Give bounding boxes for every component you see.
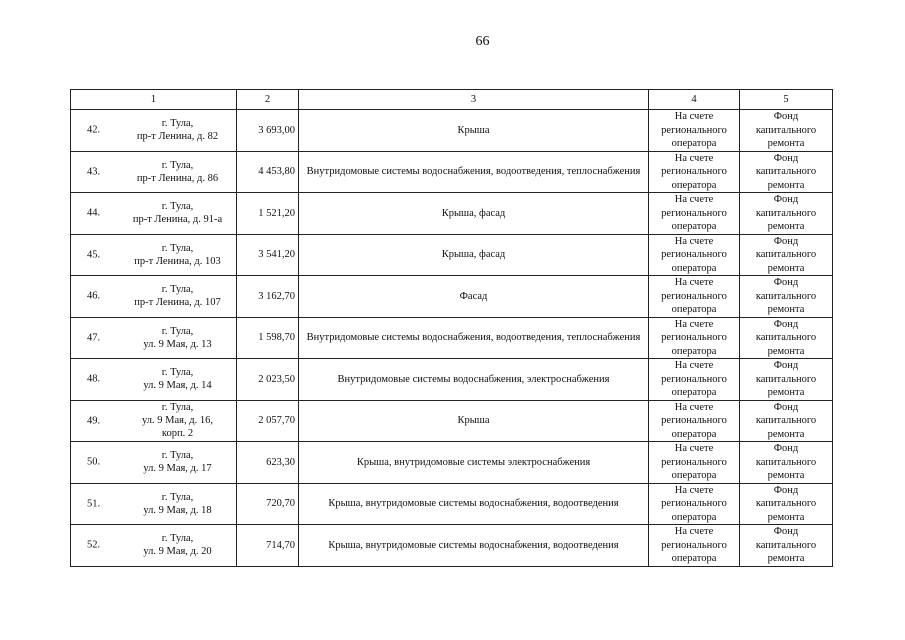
works-cell: Крыша, внутридомовые системы водоснабжения, водоотведения <box>299 483 649 525</box>
fund-line: Фонд <box>773 152 799 164</box>
works-cell: Крыша <box>299 400 649 442</box>
fund-line: Фонд <box>773 277 799 288</box>
area-cell: 623,30 <box>237 442 299 484</box>
address-line: г. Тула, <box>161 159 194 171</box>
address-cell <box>71 483 237 525</box>
fund-line: капитального <box>755 207 817 219</box>
area-cell: 3 693,00 <box>237 110 299 152</box>
fund-cell <box>740 317 833 359</box>
account-cell <box>649 442 740 484</box>
works-cell: Внутридомовые системы водоснабжения, водоотведения, теплоснабжения <box>299 151 649 193</box>
address-line: г. Тула, <box>161 367 194 379</box>
fund-line: ремонта <box>767 428 805 440</box>
account-line: На счете <box>674 111 714 122</box>
account-cell <box>649 151 740 193</box>
works-cell: Крыша, внутридомовые системы водоснабжения, водоотведения <box>299 525 649 567</box>
account-line: регионального <box>661 290 727 302</box>
table-row <box>71 276 833 318</box>
row-number: 51. <box>87 498 101 510</box>
row-number: 45. <box>87 249 101 261</box>
works-cell: Внутридомовые системы водоснабжения, электроснабжения <box>299 359 649 401</box>
account-line: регионального <box>661 539 727 551</box>
table-row <box>71 151 833 193</box>
account-line: оператора <box>671 345 717 357</box>
account-line: регионального <box>661 373 727 385</box>
works-cell: Крыша <box>299 110 649 152</box>
account-line: оператора <box>671 387 717 398</box>
fund-line: ремонта <box>767 304 805 315</box>
table-row <box>71 400 833 442</box>
fund-cell <box>740 151 833 193</box>
account-line: оператора <box>671 262 717 274</box>
area-cell: 1 521,20 <box>237 193 299 235</box>
address-line: ул. 9 Мая, д. 20 <box>143 546 212 558</box>
account-line: На счете <box>674 360 714 371</box>
header-row <box>71 90 833 110</box>
account-line: оператора <box>671 138 717 149</box>
table-row <box>71 359 833 401</box>
address-cell <box>71 525 237 567</box>
area-cell: 1 598,70 <box>237 317 299 359</box>
account-line: регионального <box>661 332 727 343</box>
works-cell: Крыша, фасад <box>299 193 649 235</box>
address-line: г. Тула, <box>161 491 194 503</box>
address-line: ул. 9 Мая, д. 13 <box>143 338 212 350</box>
fund-cell <box>740 110 833 152</box>
fund-cell <box>740 525 833 567</box>
fund-cell <box>740 483 833 525</box>
address-line: г. Тула, <box>161 325 194 337</box>
table-row <box>71 234 833 276</box>
account-cell <box>649 400 740 442</box>
fund-line: капитального <box>755 249 817 260</box>
fund-line: Фонд <box>773 484 799 496</box>
address-line: г. Тула, <box>161 201 194 213</box>
account-line: оператора <box>671 553 717 564</box>
fund-line: капитального <box>755 373 817 385</box>
fund-cell <box>740 234 833 276</box>
account-cell <box>649 234 740 276</box>
address-cell <box>71 359 237 401</box>
area-cell: 714,70 <box>237 525 299 567</box>
address-cell <box>71 234 237 276</box>
fund-cell <box>740 359 833 401</box>
address-cell <box>71 317 237 359</box>
address-line: ул. 9 Мая, д. 17 <box>143 463 212 475</box>
address-cell <box>71 110 237 152</box>
page-number <box>0 34 905 50</box>
address-line: ул. 9 Мая, д. 18 <box>143 504 212 516</box>
account-line: регионального <box>661 249 727 260</box>
account-cell <box>649 110 740 152</box>
address-cell <box>71 151 237 193</box>
fund-line: ремонта <box>767 262 805 274</box>
account-cell <box>649 193 740 235</box>
fund-line: ремонта <box>767 221 805 232</box>
account-line: регионального <box>661 207 727 219</box>
address-line: пр-т Ленина, д. 82 <box>136 131 219 143</box>
account-line: оператора <box>671 428 717 440</box>
account-line: На счете <box>674 277 714 288</box>
fund-line: Фонд <box>773 443 799 454</box>
fund-line: капитального <box>755 332 817 343</box>
fund-line: Фонд <box>773 111 799 122</box>
fund-line: ремонта <box>767 138 805 149</box>
account-line: На счете <box>674 401 714 413</box>
account-line: оператора <box>671 179 717 191</box>
header-cell-3: 3 <box>299 90 649 110</box>
address-line: г. Тула, <box>161 284 194 296</box>
fund-line: ремонта <box>767 387 805 398</box>
area-cell: 720,70 <box>237 483 299 525</box>
account-line: оператора <box>671 511 717 523</box>
account-line: оператора <box>671 221 717 232</box>
address-line: корп. 2 <box>161 428 194 440</box>
fund-line: Фонд <box>773 360 799 371</box>
table-row <box>71 442 833 484</box>
area-cell: 3 541,20 <box>237 234 299 276</box>
address-line: пр-т Ленина, д. 107 <box>134 297 221 309</box>
fund-line: капитального <box>755 166 817 177</box>
area-cell: 2 057,70 <box>237 400 299 442</box>
fund-cell <box>740 400 833 442</box>
address-cell <box>71 400 237 442</box>
account-line: регионального <box>661 498 727 509</box>
row-number: 44. <box>87 207 101 219</box>
repair-table <box>70 89 833 567</box>
account-cell <box>649 276 740 318</box>
fund-line: капитального <box>755 456 817 468</box>
works-cell: Крыша, фасад <box>299 234 649 276</box>
address-line: пр-т Ленина, д. 86 <box>136 172 219 184</box>
address-line: пр-т Ленина, д. 103 <box>134 255 221 267</box>
table-row <box>71 483 833 525</box>
account-line: оператора <box>671 304 717 315</box>
header-cell-5: 5 <box>740 90 833 110</box>
table-body <box>71 110 833 567</box>
row-number: 47. <box>87 332 101 344</box>
table-row <box>71 110 833 152</box>
table-row <box>71 193 833 235</box>
address-line: пр-т Ленина, д. 91-а <box>132 214 223 226</box>
account-line: На счете <box>674 484 714 496</box>
account-line: регионального <box>661 166 727 177</box>
account-cell <box>649 483 740 525</box>
row-number: 46. <box>87 290 101 302</box>
row-number: 42. <box>87 124 101 136</box>
row-number: 48. <box>87 373 101 385</box>
fund-line: Фонд <box>773 235 799 247</box>
area-cell: 3 162,70 <box>237 276 299 318</box>
header-cell-4: 4 <box>649 90 740 110</box>
address-line: г. Тула, <box>161 242 194 254</box>
area-cell: 4 453,80 <box>237 151 299 193</box>
address-line: г. Тула, <box>161 533 194 545</box>
address-cell <box>71 193 237 235</box>
page-number-text: 66 <box>475 34 490 49</box>
address-cell <box>71 276 237 318</box>
fund-line: капитального <box>755 539 817 551</box>
row-number: 50. <box>87 456 101 468</box>
row-number: 49. <box>87 415 101 427</box>
account-line: На счете <box>674 443 714 454</box>
row-number: 52. <box>87 539 101 551</box>
header-cell-1: 1 <box>71 90 237 110</box>
account-cell <box>649 525 740 567</box>
address-cell <box>71 442 237 484</box>
works-cell: Внутридомовые системы водоснабжения, водоотведения, теплоснабжения <box>299 317 649 359</box>
account-line: На счете <box>674 235 714 247</box>
fund-line: ремонта <box>767 345 805 357</box>
address-line: г. Тула, <box>161 402 194 414</box>
account-line: регионального <box>661 124 727 136</box>
fund-line: капитального <box>755 124 817 136</box>
fund-line: ремонта <box>767 511 805 523</box>
address-line: ул. 9 Мая, д. 14 <box>143 380 212 392</box>
table-row <box>71 525 833 567</box>
works-cell: Крыша, внутридомовые системы электроснабжения <box>299 442 649 484</box>
address-line: г. Тула, <box>161 118 194 130</box>
fund-line: капитального <box>755 290 817 302</box>
area-cell: 2 023,50 <box>237 359 299 401</box>
row-number: 43. <box>87 166 101 178</box>
fund-cell <box>740 276 833 318</box>
fund-cell <box>740 193 833 235</box>
account-line: На счете <box>674 526 714 537</box>
account-cell <box>649 317 740 359</box>
header-cell-2: 2 <box>237 90 299 110</box>
fund-line: ремонта <box>767 470 805 481</box>
works-cell: Фасад <box>299 276 649 318</box>
fund-cell <box>740 442 833 484</box>
address-line: ул. 9 Мая, д. 16, <box>142 415 213 427</box>
fund-line: Фонд <box>773 401 799 413</box>
account-line: На счете <box>674 194 714 205</box>
fund-line: ремонта <box>767 179 805 191</box>
fund-line: Фонд <box>773 194 799 205</box>
account-line: регионального <box>661 415 727 426</box>
fund-line: ремонта <box>767 553 805 564</box>
account-line: На счете <box>674 152 714 164</box>
account-line: оператора <box>671 470 717 481</box>
account-cell <box>649 359 740 401</box>
fund-line: капитального <box>755 498 817 509</box>
address-line: г. Тула, <box>161 450 194 462</box>
fund-line: капитального <box>755 415 817 426</box>
account-line: На счете <box>674 318 714 330</box>
fund-line: Фонд <box>773 318 799 330</box>
fund-line: Фонд <box>773 526 799 537</box>
account-line: регионального <box>661 456 727 468</box>
table-row <box>71 317 833 359</box>
